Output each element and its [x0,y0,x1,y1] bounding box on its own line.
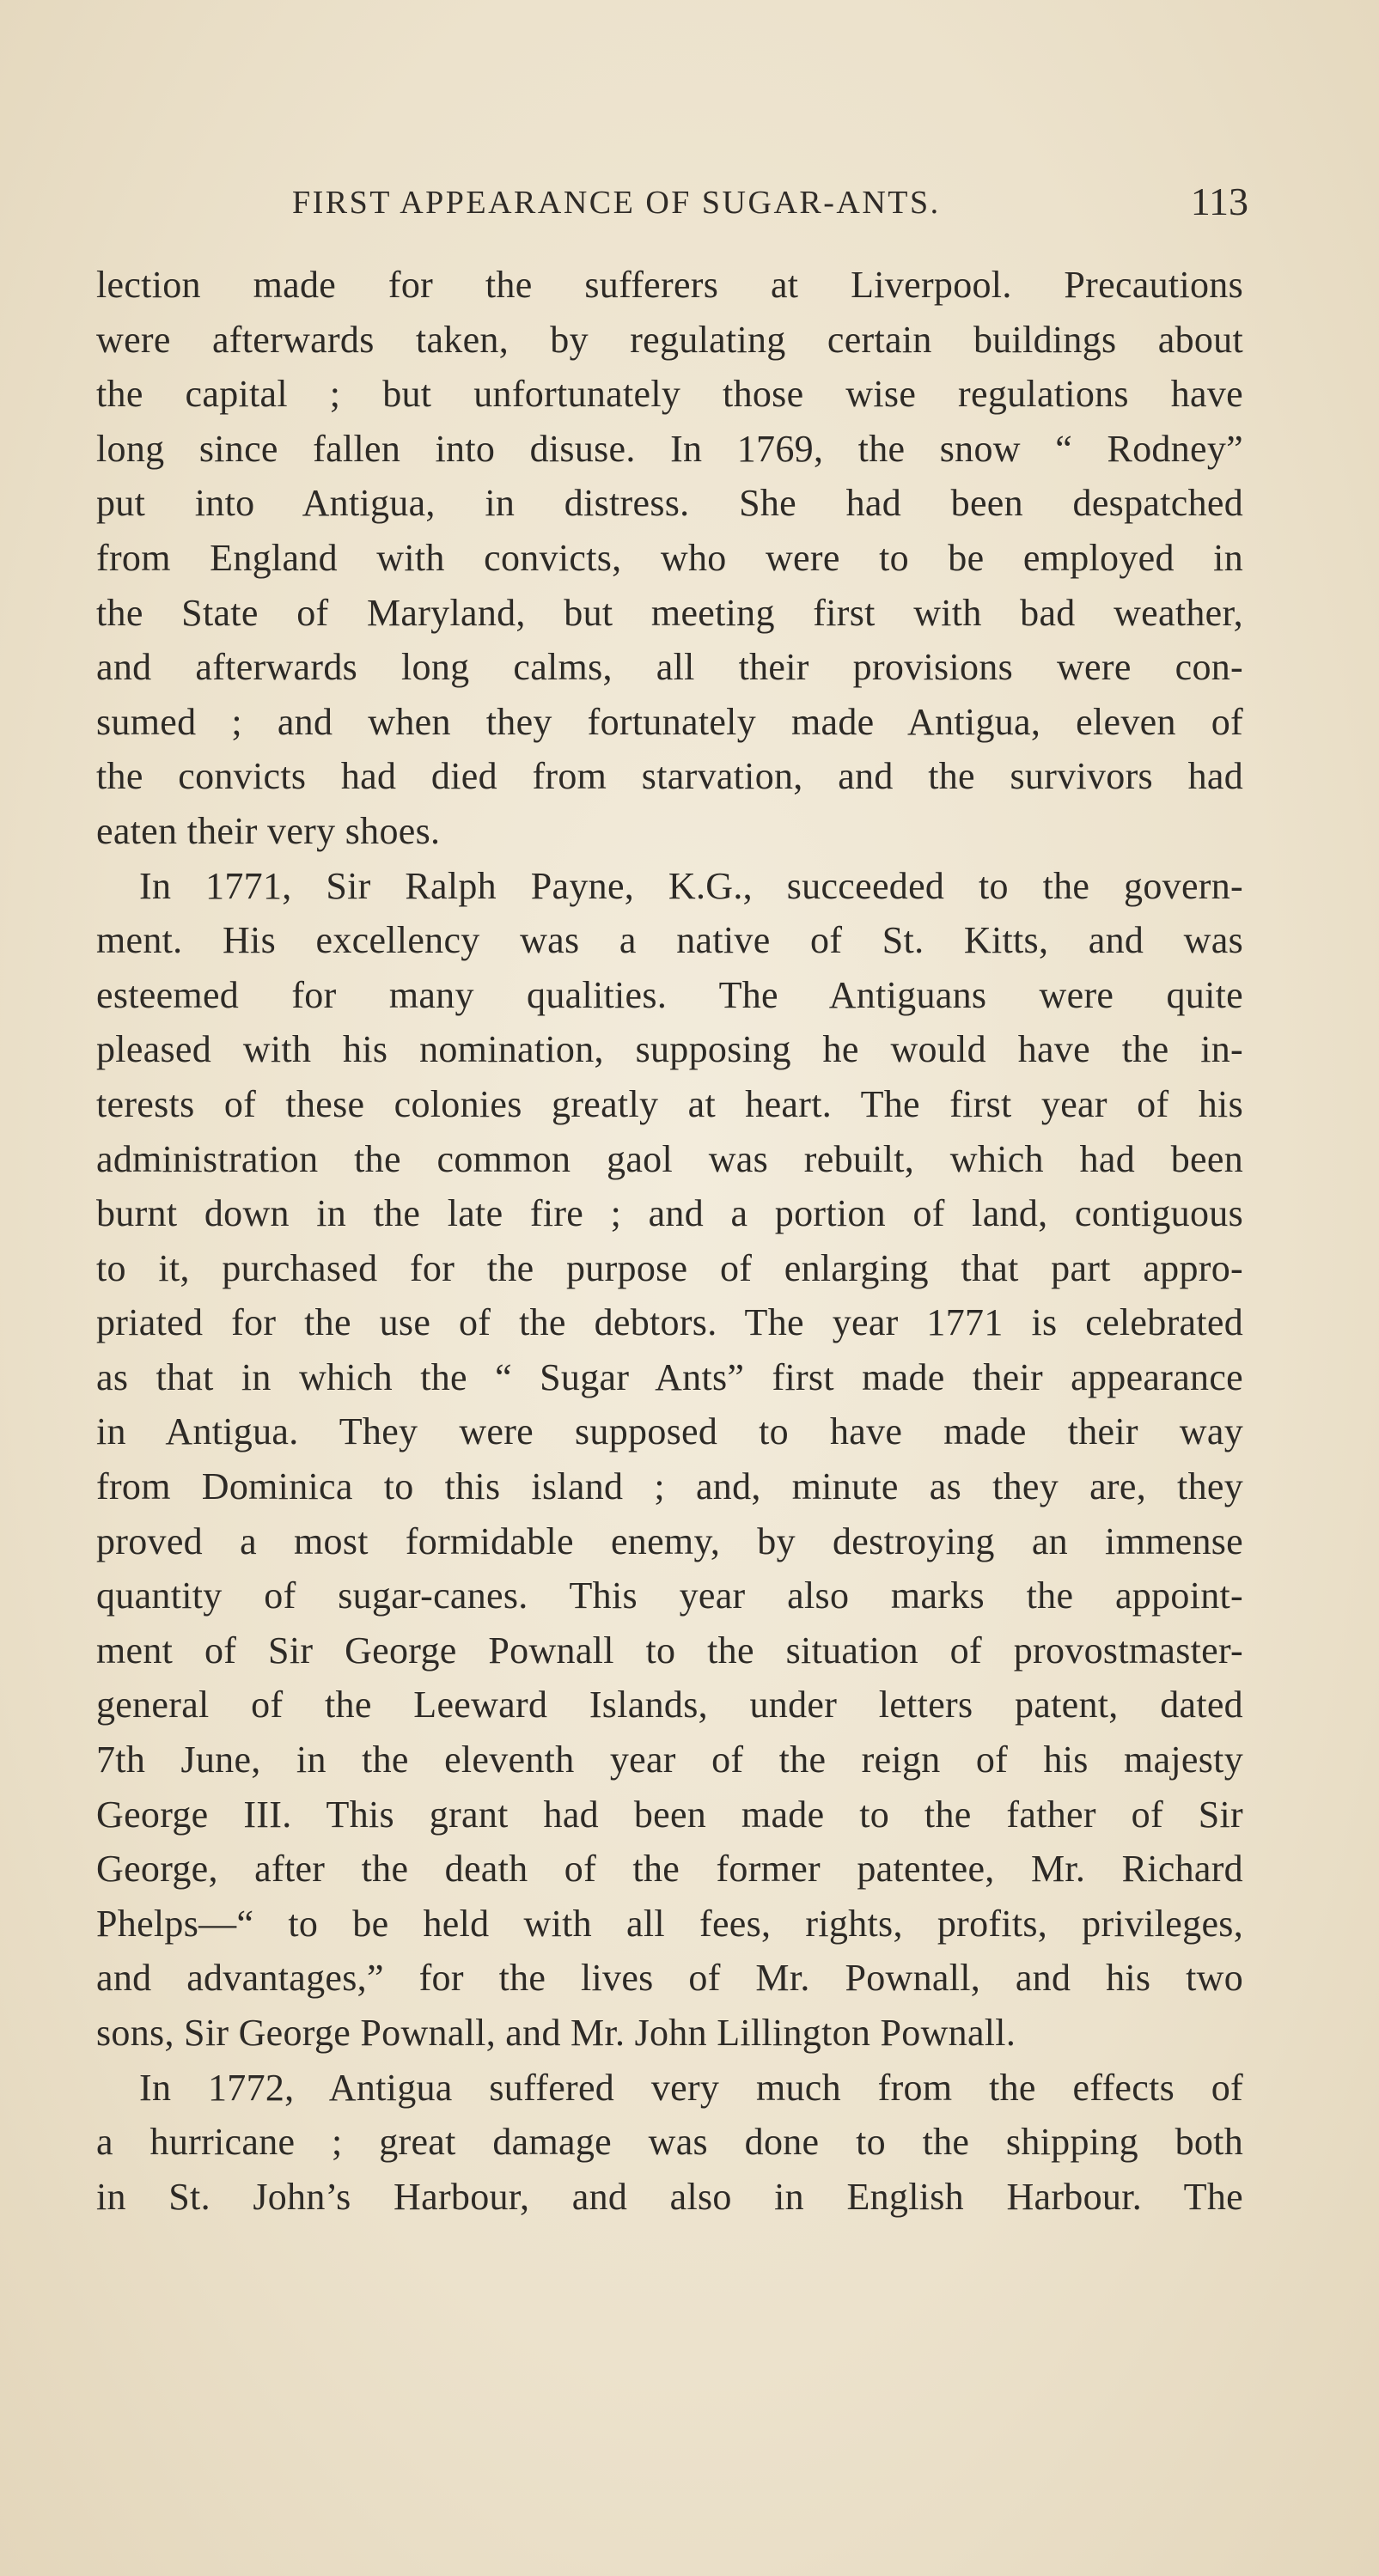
text-line: long since fallen into disuse. In 1769, the snow “ Rodney” [96,427,1243,470]
paragraph-start-line: In 1771, Sir Ralph Payne, K.G., succeeded to the govern- [139,864,1243,907]
text-line: proved a most formidable enemy, by destroying an immense [96,1519,1243,1562]
text-line: priated for the use of the debtors. The year 1771 is celebrated [96,1301,1243,1344]
text-line: George III. This grant had been made to the father of Sir [96,1793,1243,1836]
text-line: administration the common gaol was rebuilt, which had been [96,1137,1243,1180]
text-line: ment. His excellency was a native of St. Kitts, and was [96,919,1243,962]
text-line: the State of Maryland, but meeting first with bad weather, [96,591,1243,634]
text-line: as that in which the “ Sugar Ants” first made their appearance [96,1355,1243,1398]
text-line: Phelps—“ to be held with all fees, rights, profits, privileges, [96,1902,1243,1945]
page-header [0,180,1379,235]
paragraph-end-line: eaten their very shoes. [96,809,441,852]
text-line: from England with convicts, who were to be employed in [96,536,1243,579]
text-line: ment of Sir George Pownall to the situation of provostmaster- [96,1629,1243,1672]
text-line: to it, purchased for the purpose of enlarging that part appro- [96,1246,1243,1289]
paragraph-end-line: sons, Sir George Pownall, and Mr. John Lillington Pownall. [96,2012,1016,2054]
text-line: 7th June, in the eleventh year of the reign of his majesty [96,1739,1243,1781]
text-line: George, after the death of the former patentee, Mr. Richard [96,1848,1243,1891]
text-line: lection made for the sufferers at Liverpool. Precautions [96,264,1243,306]
paragraph-start-line: In 1772, Antigua suffered very much from the effects of [139,2066,1243,2109]
text-line: and afterwards long calms, all their provisions were con- [96,646,1243,689]
text-line: sumed ; and when they fortunately made Antigua, eleven of [96,700,1243,743]
text-line: a hurricane ; great damage was done to the shipping both [96,2121,1243,2164]
page-number: 113 [1190,180,1248,223]
text-line: the capital ; but unfortunately those wise regulations have [96,373,1243,416]
running-title: FIRST APPEARANCE OF SUGAR-ANTS. [292,185,941,221]
text-line: in St. John’s Harbour, and also in English Harbour. The [96,2175,1243,2218]
text-line: in Antigua. They were supposed to have made their way [96,1410,1243,1453]
text-line: terests of these colonies greatly at heart. The first year of his [96,1082,1243,1125]
text-line: and advantages,” for the lives of Mr. Pownall, and his two [96,1957,1243,2000]
text-line: general of the Leeward Islands, under letters patent, dated [96,1684,1243,1726]
text-line: quantity of sugar-canes. This year also marks the appoint- [96,1574,1243,1617]
text-line: pleased with his nomination, supposing he would have the in- [96,1028,1243,1071]
text-line: burnt down in the late fire ; and a portion of land, contiguous [96,1192,1243,1235]
text-line: put into Antigua, in distress. She had been despatched [96,482,1243,525]
body-text [96,258,1243,2224]
text-line: were afterwards taken, by regulating certain buildings about [96,318,1243,361]
text-line: esteemed for many qualities. The Antiguans were quite [96,973,1243,1016]
text-line: from Dominica to this island ; and, minute as they are, they [96,1465,1243,1508]
text-line: the convicts had died from starvation, and the survivors had [96,755,1243,798]
